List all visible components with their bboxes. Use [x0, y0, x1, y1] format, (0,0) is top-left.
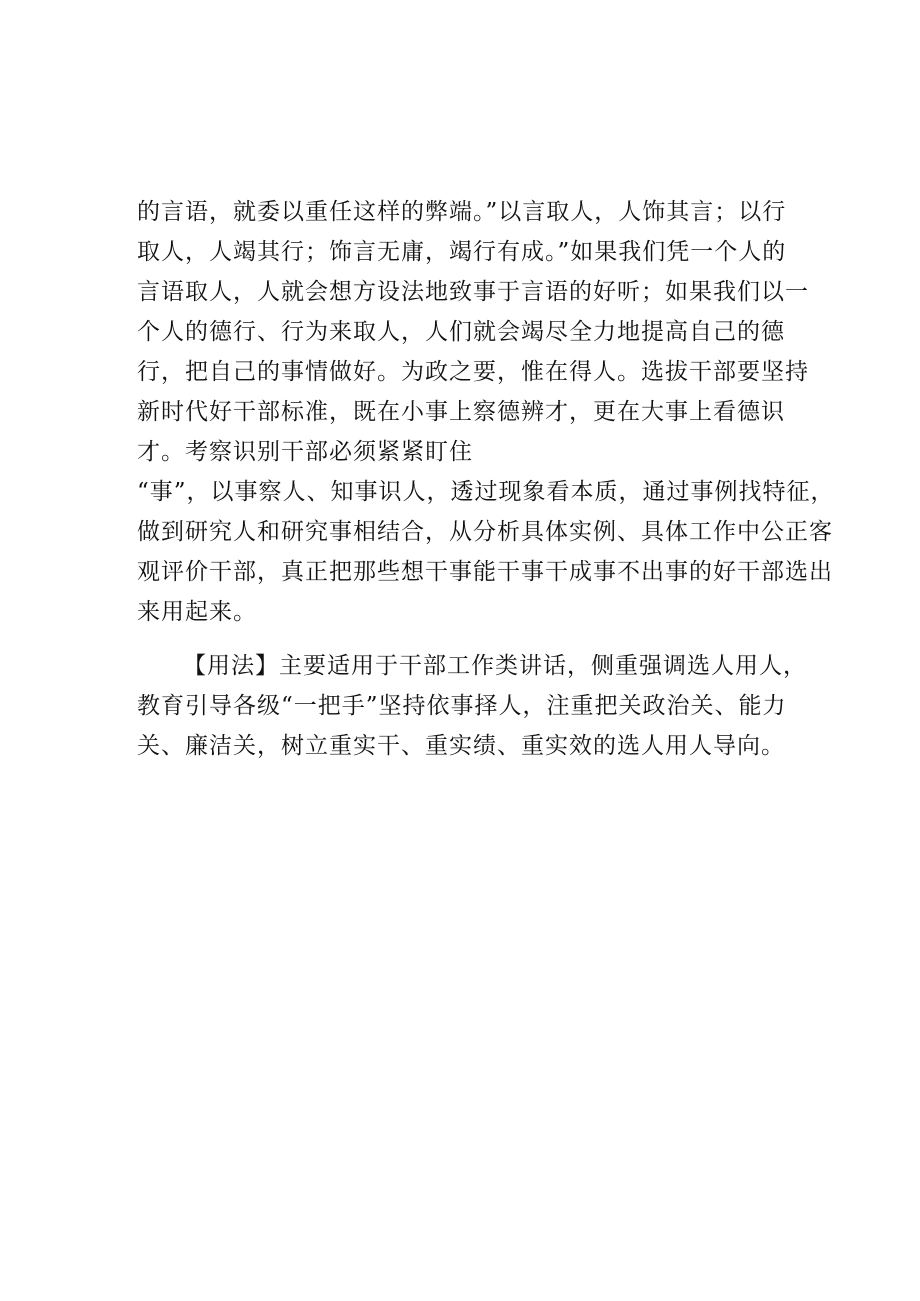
paragraph-2-line-1: 【用法】主要适用于干部工作类讲话，侧重强调选人用人，: [183, 653, 807, 679]
paragraph-2-line-2: 教育引导各级“一把手”坚持依事择人，注重把关政治关、能力: [137, 693, 787, 719]
paragraph-1-line-7: 才。考察识别干部必须紧紧盯住: [137, 439, 473, 465]
paragraph-1-line-5: 行，把自己的事情做好。为政之要，惟在得人。选拔干部要坚持: [137, 359, 809, 385]
paragraph-2-line-3: 关、廉洁关，树立重实干、重实绩、重实效的选人用人导向。: [137, 733, 785, 759]
paragraph-1-line-10: 观评价干部，真正把那些想干事能干事干成事不出事的好干部选出: [137, 559, 833, 585]
paragraph-2-usage: [137, 646, 817, 766]
paragraph-gap: [137, 632, 817, 646]
paragraph-1-line-8: “事”，以事察人、知事识人，透过现象看本质，通过事例找特征，: [137, 479, 835, 505]
document-body: [137, 192, 835, 766]
paragraph-1-line-11: 来用起来。: [137, 599, 257, 625]
paragraph-1-line-9: 做到研究人和研究事相结合，从分析具体实例、具体工作中公正客: [137, 519, 833, 545]
paragraph-1-line-4: 个人的德行、行为来取人，人们就会竭尽全力地提高自己的德: [137, 319, 785, 345]
paragraph-1-line-6: 新时代好干部标准，既在小事上察德辨才，更在大事上看德识: [137, 399, 785, 425]
paragraph-1-line-2: 取人，人竭其行；饰言无庸，竭行有成。”如果我们凭一个人的: [137, 239, 787, 265]
paragraph-1-line-3: 言语取人，人就会想方设法地致事于言语的好听；如果我们以一: [137, 279, 809, 305]
paragraph-1-line-1: 的言语，就委以重任这样的弊端。”以言取人，人饰其言；以行: [137, 199, 787, 225]
paragraph-1: [137, 192, 835, 632]
